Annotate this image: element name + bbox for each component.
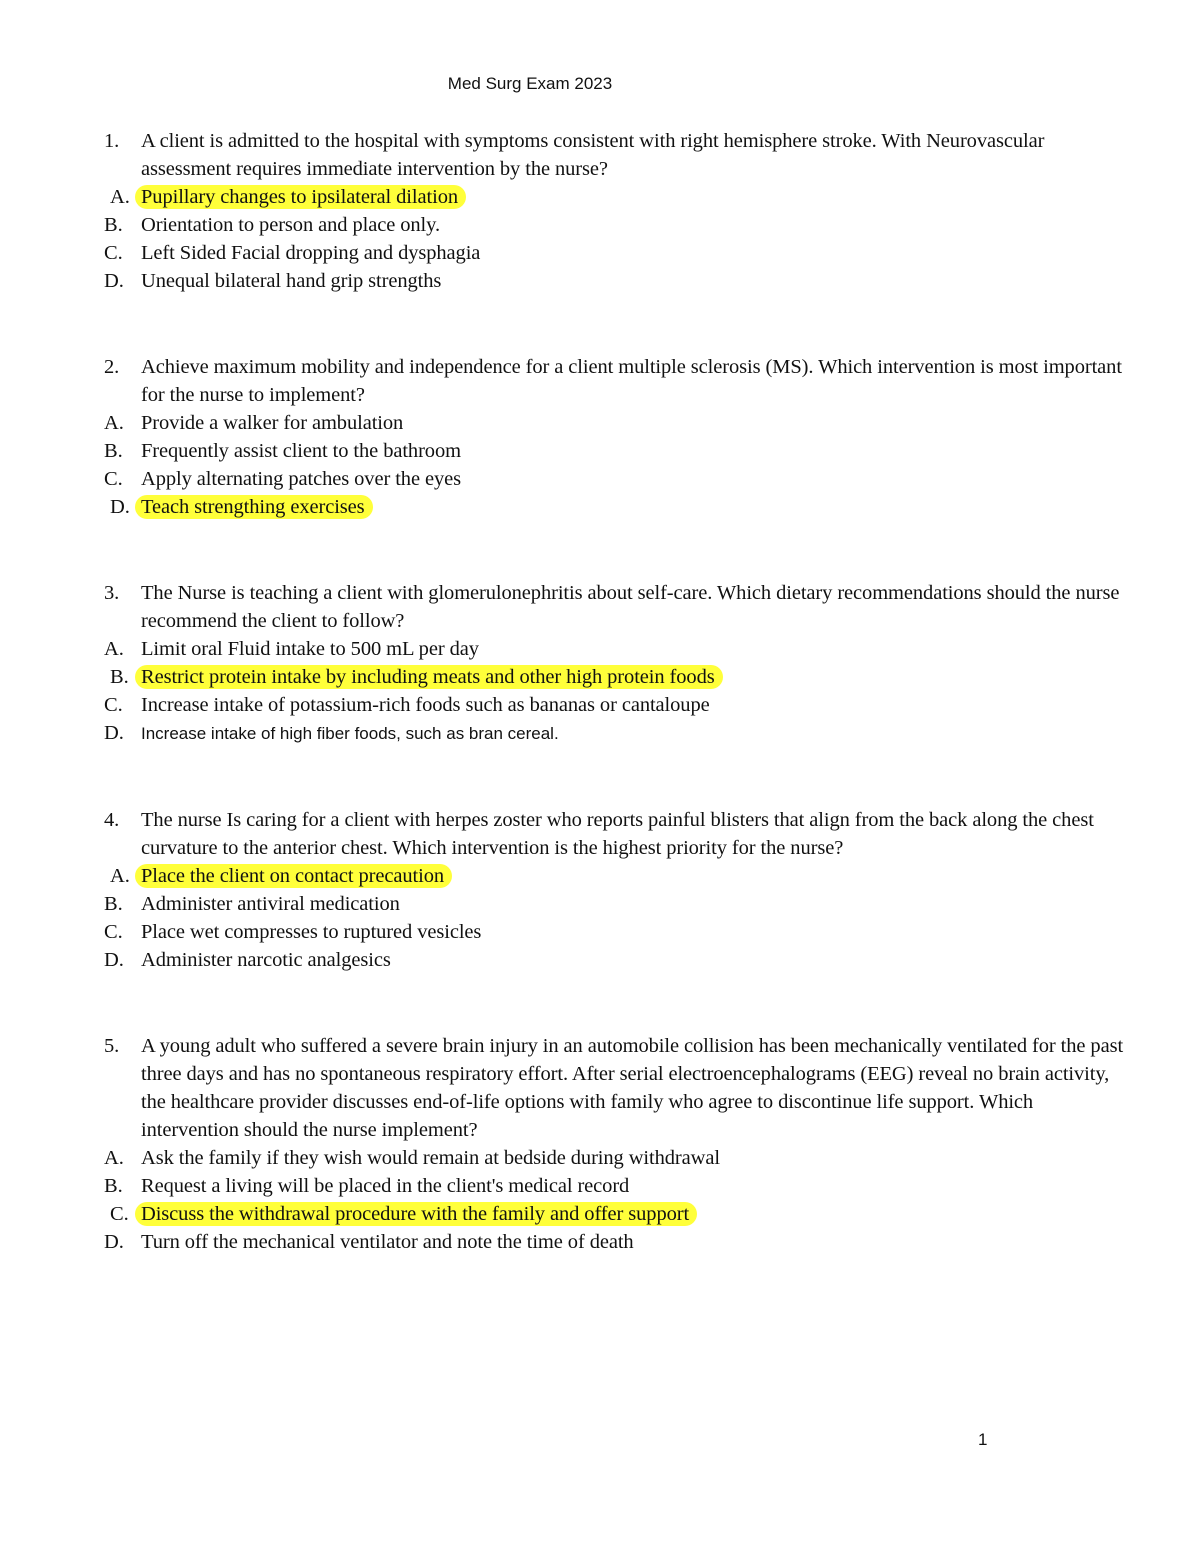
question-2: [104, 353, 1134, 521]
option-text: Place the client on contact precaution: [141, 865, 444, 887]
question-3: [104, 579, 1134, 747]
option-text: Turn off the mechanical ventilator and note the time of death: [141, 1231, 634, 1253]
answer-option-c: [104, 918, 1134, 946]
question-stem: [104, 1032, 1134, 1144]
option-text: Frequently assist client to the bathroom: [141, 440, 461, 462]
question-text: Achieve maximum mobility and independence for a client multiple sclerosis (MS). Which intervention is most important for the nurse to implement?: [141, 356, 1122, 406]
answer-highlight: [110, 495, 373, 519]
option-letter: D.: [104, 1231, 124, 1253]
option-letter: A.: [110, 186, 130, 208]
option-letter: D.: [104, 722, 124, 744]
option-letter: C.: [104, 694, 123, 716]
option-text: Left Sided Facial dropping and dysphagia: [141, 242, 481, 264]
answer-option-b: [104, 890, 1134, 918]
question-1: [104, 127, 1134, 295]
answer-option-b: [104, 437, 1134, 465]
question-4: [104, 806, 1134, 974]
question-text: The Nurse is teaching a client with glomerulonephritis about self-care. Which dietary recommendations should the nurse recommend the client to follow?: [141, 582, 1120, 632]
answer-highlight: [110, 1202, 697, 1226]
option-letter: B.: [104, 214, 123, 236]
answer-option-b: [104, 663, 1134, 691]
question-number: 1.: [104, 130, 120, 152]
option-text: Unequal bilateral hand grip strengths: [141, 270, 442, 292]
answer-option-c: [104, 239, 1134, 267]
question-number: 3.: [104, 582, 120, 604]
option-letter: A.: [104, 638, 124, 660]
answer-option-d: [104, 1228, 1134, 1256]
answer-option-a: [104, 1144, 1134, 1172]
question-stem: [104, 353, 1134, 409]
question-text: A client is admitted to the hospital with symptoms consistent with right hemisphere stroke. With Neurovascular assessment requires immediate intervention by the nurse?: [141, 130, 1045, 180]
answer-option-a: [104, 183, 1134, 211]
answer-option-a: [104, 409, 1134, 437]
option-text: Place wet compresses to ruptured vesicles: [141, 921, 482, 943]
option-text: Increase intake of potassium-rich foods such as bananas or cantaloupe: [141, 694, 710, 716]
option-text: Pupillary changes to ipsilateral dilation: [141, 186, 458, 208]
question-stem: [104, 127, 1134, 183]
option-letter: B.: [104, 440, 123, 462]
answer-option-a: [104, 635, 1134, 663]
option-text: Administer antiviral medication: [141, 893, 400, 915]
question-stem: [104, 806, 1134, 862]
page-number: 1: [978, 1430, 988, 1449]
option-text: Discuss the withdrawal procedure with the family and offer support: [141, 1203, 690, 1225]
answer-option-d: [104, 719, 1134, 747]
question-number: 4.: [104, 809, 120, 831]
option-letter: C.: [104, 468, 123, 490]
option-letter: C.: [104, 242, 123, 264]
answer-option-b: [104, 1172, 1134, 1200]
option-text: Apply alternating patches over the eyes: [141, 468, 461, 490]
answer-option-c: [104, 1200, 1134, 1228]
answer-option-d: [104, 267, 1134, 295]
answer-option-b: [104, 211, 1134, 239]
question-5: [104, 1032, 1134, 1256]
answer-highlight: [110, 665, 723, 689]
answer-option-a: [104, 862, 1134, 890]
option-text: Request a living will be placed in the client's medical record: [141, 1175, 630, 1197]
option-text: Provide a walker for ambulation: [141, 412, 404, 434]
option-letter: C.: [104, 921, 123, 943]
option-letter: A.: [110, 865, 130, 887]
question-list: [104, 127, 1134, 1314]
answer-option-d: [104, 946, 1134, 974]
question-stem: [104, 579, 1134, 635]
question-text: A young adult who suffered a severe brain injury in an automobile collision has been mechanically ventilated for the past three days and has no spontaneous respiratory effort. After serial electroencephalograms (EEG) reveal no brain activity, the healthcare provider discusses end-of-life options with family who agree to discontinue life support. Which intervention should the nurse implement?: [141, 1035, 1124, 1141]
option-letter: D.: [104, 949, 124, 971]
option-text: Administer narcotic analgesics: [141, 949, 391, 971]
question-number: 2.: [104, 356, 120, 378]
answer-option-d: [104, 493, 1134, 521]
answer-highlight: [110, 864, 452, 888]
page-title: Med Surg Exam 2023: [447, 74, 613, 93]
answer-option-c: [104, 691, 1134, 719]
option-letter: A.: [104, 412, 124, 434]
option-text: Orientation to person and place only.: [141, 214, 440, 236]
question-text: The nurse Is caring for a client with herpes zoster who reports painful blisters that align from the back along the chest curvature to the anterior chest. Which intervention is the highest priority for the nurse?: [141, 809, 1094, 859]
question-number: 5.: [104, 1035, 120, 1057]
answer-highlight: [110, 185, 466, 209]
option-letter: C.: [110, 1203, 129, 1225]
option-letter: A.: [104, 1147, 124, 1169]
option-text: Restrict protein intake by including meats and other high protein foods: [141, 666, 715, 688]
option-text: Increase intake of high fiber foods, such as bran cereal.: [141, 724, 559, 743]
option-letter: B.: [110, 666, 129, 688]
option-letter: B.: [104, 893, 123, 915]
answer-option-c: [104, 465, 1134, 493]
option-text: Limit oral Fluid intake to 500 mL per day: [141, 638, 479, 660]
option-letter: D.: [110, 496, 130, 518]
option-text: Teach strengthing exercises: [141, 496, 365, 518]
option-text: Ask the family if they wish would remain at bedside during withdrawal: [141, 1147, 720, 1169]
option-letter: D.: [104, 270, 124, 292]
option-letter: B.: [104, 1175, 123, 1197]
